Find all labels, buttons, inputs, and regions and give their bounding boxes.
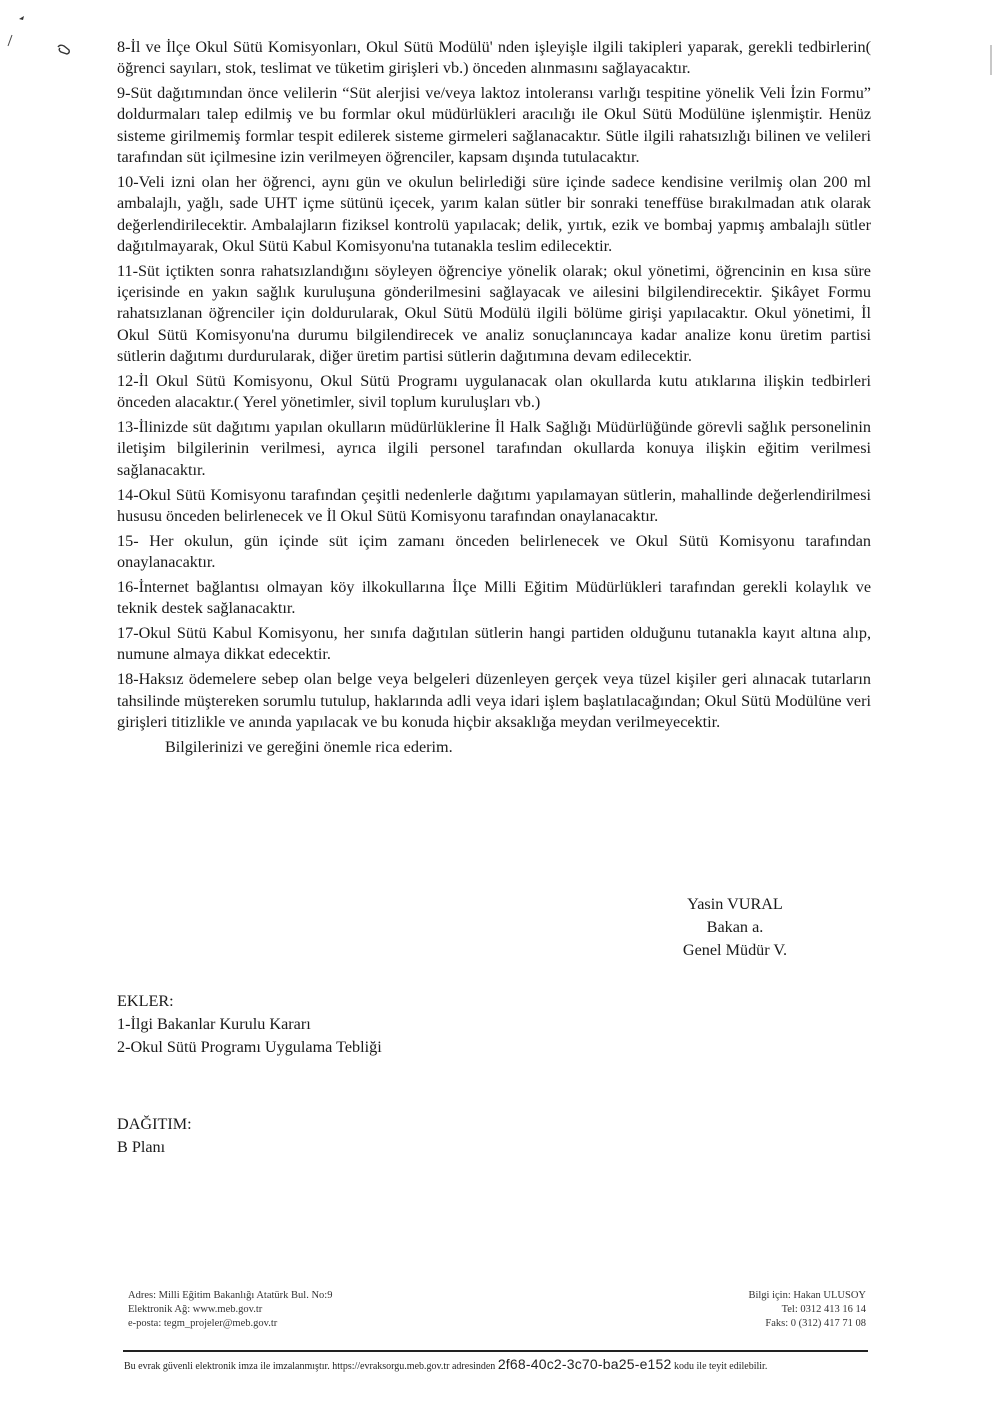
verification-code: 2f68-40c2-3c70-ba25-e152 (497, 1356, 672, 1372)
footer-contact (128, 1289, 332, 1331)
attachment-item: 2-Okul Sütü Programı Uygulama Tebliği (117, 1038, 382, 1056)
paragraph-14: 14-Okul Sütü Komisyonu tarafından çeşitli nedenlerle dağıtımı yapılamayan sütlerin, mahallinde değerlendirilmesi hususu önceden belirlenecek ve İl Okul Sütü Komisyonu tarafından onaylanacaktır. (117, 485, 871, 525)
verification-note (124, 1356, 869, 1372)
footer-phone: Tel: 0312 413 16 14 (781, 1304, 866, 1315)
attachment-item: 1-İlgi Bakanlar Kurulu Kararı (117, 1015, 311, 1033)
signature-block (640, 893, 830, 962)
paperclip-mark-icon (56, 43, 72, 57)
paragraph-16: 16-İnternet bağlantısı olmayan köy ilkokullarına İlçe Milli Eğitim Müdürlükleri tarafından gerekli kolaylık ve teknik destek sağlanacaktır. (117, 577, 871, 618)
attachments-section (117, 990, 382, 1059)
paragraph-9: 9-Süt dağıtımından önce velilerin “Süt alerjisi ve/veya laktoz intoleransı varlığı tespitine yönelik Veli İzin Formu” doldurmaları talep edilmiş ve bu formlar okul müdürlükleri aracılığı ile Okul Sütü Modülüne işlenmiştir. Henüz sisteme girilmemiş formlar tespit edilerek sisteme girmeleri sağlanacaktır. Sütle ilgili rahatsızlığı bilinen ve velileri tarafından süt içilmesine izin verilmeyen öğrenciler, kapsam dışında tutulacaktır. (117, 84, 871, 167)
distribution-heading: DAĞITIM: (117, 1115, 192, 1133)
footer-divider (123, 1350, 868, 1352)
distribution-item: B Planı (117, 1138, 166, 1156)
scan-edge-mark (990, 45, 992, 75)
attachments-heading: EKLER: (117, 992, 174, 1010)
scan-speck-icon (18, 14, 26, 22)
paragraph-15: 15- Her okulun, gün içinde süt içim zamanı önceden belirlenecek ve Okul Sütü Komisyonu tarafından onaylanacaktır. (117, 531, 871, 571)
footer-fax: Faks: 0 (312) 417 71 08 (765, 1318, 866, 1329)
signatory-capacity: Bakan a. (706, 918, 764, 936)
scan-stroke-icon (7, 34, 13, 48)
verification-suffix: kodu ile teyit edilebilir. (674, 1361, 768, 1372)
paragraph-13: 13-İlinizde süt dağıtımı yapılan okulların müdürlüklerine İl Halk Sağlığı Müdürlüğünde görevli sağlık personelinin iletişim bilgilerinin verilmesi, ayrıca ilgili personel tarafından okullarda konuya ilişkin eğitim verilmesi sağlanacaktır. (117, 418, 871, 479)
signatory-name: Yasin VURAL (687, 895, 783, 913)
footer-website: Elektronik Ağ: www.meb.gov.tr (128, 1304, 263, 1315)
footer-email: e-posta: tegm_projeler@meb.gov.tr (128, 1318, 278, 1329)
paragraph-11: 11-Süt içtikten sonra rahatsızlandığını söyleyen öğrenciye yönelik olarak; okul yönetimi, öğrencinin en kısa süre içerisinde en yakın sağlık kuruluşuna gönderilmesini sağlayacak ve ailesini bilgilendirecektir. Şikâyet Formu rahatsızlanan öğrenciler için doldurularak, Okul Sütü Modülü ilgili bölüme girişi yapılacaktır. Okul yönetimi, İl Okul Sütü Komisyonu'na durumu bilgilendirecek ve analiz sonuçlanıncaya kadar analize konu üretim partisi sütlerin dağıtımı durdurularak, diğer üretim partisi sütlerin dağıtımına devam edilecektir. (117, 261, 871, 365)
paragraph-18: 18-Haksız ödemelere sebep olan belge veya belgeleri düzenleyen gerçek veya tüzel kişiler geri alınacak tutarların tahsilinde müştereken sorumlu tutulup, haklarında adli veya idari işlem başlatılacağından; Okul Sütü Modülüne veri girişleri titizlikle ve anında yapılacak ve bu konuda hiçbir aksaklığa meydan verilmeyecektir. (117, 670, 871, 731)
paragraph-10: 10-Veli izni olan her öğrenci, aynı gün ve okulun belirlediği süre içinde sadece kendisine verilmiş olan 200 ml ambalajlı, yağlı, sade UHT içme sütünü içecek, yarım kalan sütler bir sonraki teneffüse bırakılmadan atık olarak değerlendirilecektir. Ambalajların fiziksel kontrolü yapılacak; delik, yırtık, ezik ve bombaj yapmış ambalajlı sütler dağıtılmayarak, Okul Sütü Kabul Komisyonu'na tutanakla teslim edilecektir. (117, 172, 871, 255)
verification-prefix: Bu evrak güvenli elektronik imza ile imzalanmıştır. https://evraksorgu.meb.gov.tr adresinden (124, 1361, 496, 1372)
paragraph-12: 12-İl Okul Sütü Komisyonu, Okul Sütü Programı uygulanacak olan okullarda kutu atıklarına ilişkin tedbirleri önceden alacaktır.( Yerel yönetimler, sivil toplum kuruluşları vb.) (117, 371, 871, 412)
footer-info-person: Bilgi için: Hakan ULUSOY (748, 1290, 866, 1301)
closing-sentence: Bilgilerinizi ve gereğini önemle rica ederim. (165, 738, 453, 757)
footer-address: Adres: Milli Eğitim Bakanlığı Atatürk Bul. No:9 (128, 1290, 333, 1301)
paragraph-17: 17-Okul Sütü Kabul Komisyonu, her sınıfa dağıtılan sütlerin hangi partiden olduğunu tutanakla kayıt altına alıp, numune almaya dikkat edecektir. (117, 624, 871, 664)
paragraph-8: 8-İl ve İlçe Okul Sütü Komisyonları, Okul Sütü Modülü' nden işleyişle ilgili takipleri yaparak, gerekli tedbirlerin( öğrenci sayıları, stok, teslimat ve tüketim girişleri vb.) önceden alınmasını sağlayacaktır. (117, 38, 871, 78)
distribution-section (117, 1113, 192, 1159)
footer-info (700, 1289, 866, 1331)
document-body (117, 37, 871, 762)
signatory-title: Genel Müdür V. (682, 941, 788, 959)
